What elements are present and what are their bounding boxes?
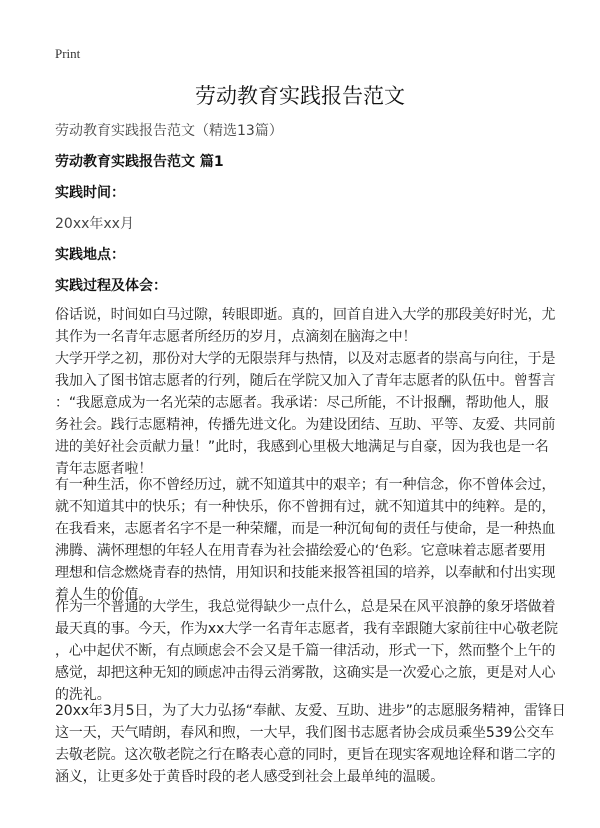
paragraph-line: ：“我愿意成为一名光荣的志愿者。我承诺：尽己所能，不计报酬，帮助他人，服 — [55, 395, 549, 411]
paragraph-line: 去敬老院。这次敬老院之行在略表心意的同时，更旨在现实客观地诠释和谐二字的 — [55, 747, 556, 763]
subtitle: 劳动教育实践报告范文（精选13篇） — [55, 123, 283, 139]
paragraph-line: 理想和信念燃烧青春的热情，用知识和技能来报答祖国的培养，以奉献和付出实现 — [55, 565, 556, 581]
paragraph-line: 就不知道其中的快乐；有一种快乐，你不曾拥有过，就不知道其中的纯粹。是的， — [55, 499, 556, 515]
paragraph-line: 青年志愿者啦！ — [55, 461, 153, 477]
paragraph-line: 俗话说，时间如白马过隙，转眼即逝。真的，回首自进入大学的那段美好时光，尤 — [55, 307, 556, 323]
paragraph-5 — [55, 700, 566, 788]
paragraph-line: 大学开学之初，那份对大学的无限崇拜与热情，以及对志愿者的崇高与向往，于是 — [55, 351, 556, 367]
paragraph-line: ，心中起伏不断，有点顾虑会不会又是千篇一律活动，形式一下，然而整个上午的 — [55, 643, 556, 659]
page-title: 劳动教育实践报告范文 — [195, 84, 405, 108]
paragraph-line: 沸腾、满怀理想的年轻人在用青春为社会描绘爱心的‘色彩。它意味着志愿者要用 — [55, 543, 546, 559]
process-label: 实践过程及体会： — [55, 278, 167, 294]
paragraph-line: 的洗礼。 — [55, 687, 111, 703]
time-label: 实践时间： — [55, 185, 125, 201]
paragraph-line: 这一天，天气晴朗，春风和煦，一大早，我们图书志愿者协会成员乘坐539公交车 — [55, 725, 555, 741]
paragraph-3 — [55, 474, 555, 606]
paragraph-line: 我加入了图书馆志愿者的行列，随后在学院又加入了青年志愿者的队伍中。曾誓言 — [55, 373, 556, 389]
paragraph-line: 有一种生活，你不曾经历过，就不知道其中的艰辛；有一种信念，你不曾体会过， — [55, 477, 556, 493]
paragraph-line: 务社会。践行志愿精神，传播先进文化。为建设团结、互助、平等、友爱、共同前 — [55, 417, 556, 433]
paragraph-line: 最天真的事。今天，作为xx大学一名青年志愿者，我有幸跟随大家前往中心敬老院 — [55, 621, 558, 637]
paragraph-line: 感觉，却把这种无知的顾虑冲击得云消雾散，这确实是一次爱心之旅，更是对人心 — [55, 665, 556, 681]
paragraph-line: 在我看来，志愿者名字不是一种荣耀，而是一种沉甸甸的责任与使命，是一种热血 — [55, 521, 556, 537]
paragraph-line: 作为一个普通的大学生，我总觉得缺少一点什么，总是呆在风平浪静的象牙塔做着 — [55, 599, 556, 615]
paragraph-line: 着人生的价值。 — [55, 587, 153, 603]
paragraph-line: 进的美好社会贡献力量！”此时，我感到心里极大地满足与自豪，因为我也是一名 — [55, 439, 549, 455]
paragraph-line: 涵义，让更多处于黄昏时段的老人感受到社会上最单纯的温暖。 — [55, 769, 445, 785]
print-link[interactable]: Print — [55, 46, 81, 61]
place-label: 实践地点： — [55, 247, 125, 263]
paragraph-4 — [55, 596, 558, 706]
section-heading: 劳动教育实践报告范文 篇1 — [55, 154, 224, 170]
paragraph-line: 其作为一名青年志愿者所经历的岁月，点滴刻在脑海之中！ — [55, 329, 417, 345]
paragraph-2 — [55, 348, 555, 480]
paragraph-line: 20xx年3月5日，为了大力弘扬“奉献、友爱、互助、进步”的志愿服务精神，雷锋日 — [55, 703, 566, 719]
time-value: 20xx年xx月 — [55, 216, 134, 232]
paragraph-1 — [55, 304, 555, 348]
